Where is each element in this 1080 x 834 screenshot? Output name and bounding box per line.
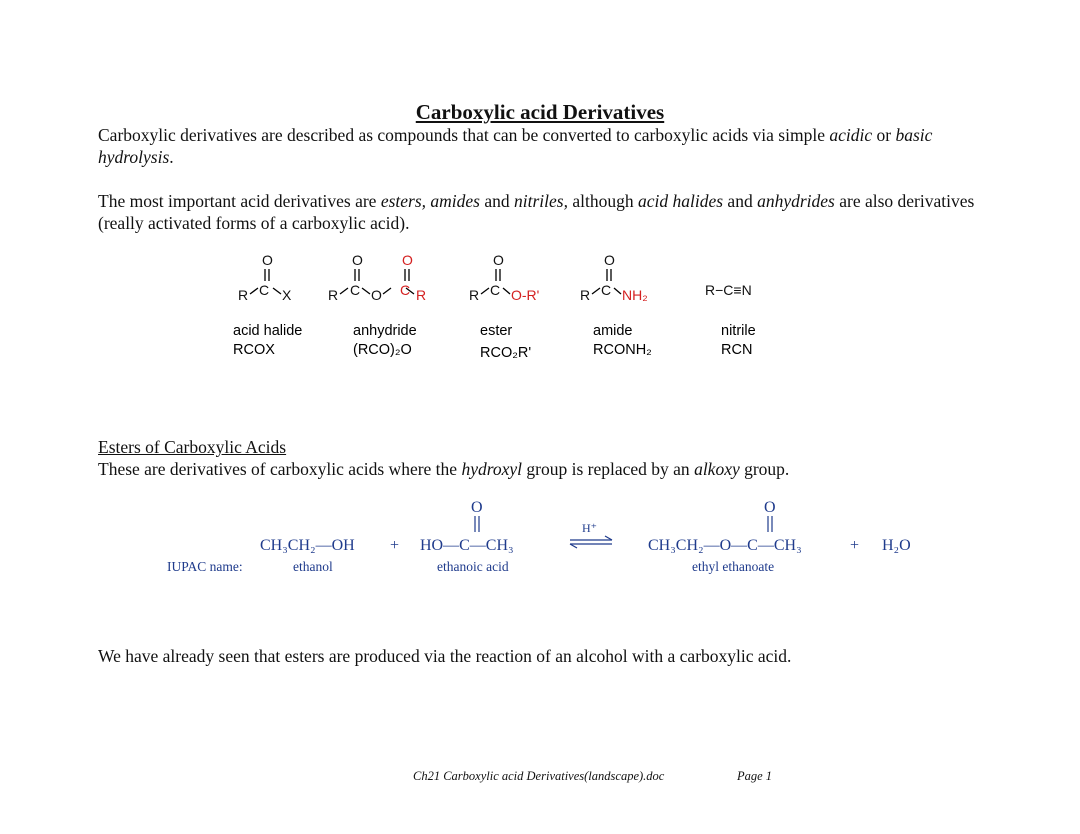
- esters-heading: Esters of Carboxylic Acids: [98, 437, 287, 457]
- r-group-label: R: [416, 287, 427, 303]
- intro-paragraph-1: [98, 124, 988, 168]
- carbonyl-oxygen-label: O: [604, 252, 615, 268]
- carbonyl-oxygen-label: O: [352, 252, 363, 268]
- intro-text: or: [872, 125, 896, 145]
- derivative-name: nitrile: [721, 323, 756, 339]
- carbonyl-oxygen-label: O: [493, 252, 504, 268]
- derivative-nitrile: [721, 322, 756, 360]
- intro-term-nitriles: nitriles,: [514, 191, 568, 211]
- derivative-formula: RCO₂R': [480, 345, 532, 361]
- esters-text: group.: [739, 459, 790, 479]
- intro-term-anhydrides: anhydrides: [757, 191, 835, 211]
- intro-text: The most important acid derivatives are: [98, 191, 381, 211]
- intro-text: Carboxylic derivatives are described as compounds that can be converted to carboxylic acids via simple: [98, 125, 830, 145]
- ethanol-formula: CH₃CH₂—OH: [260, 537, 355, 554]
- intro-term-esters: esters, amides: [380, 191, 480, 211]
- plus-sign: +: [850, 537, 860, 554]
- derivative-ester: [480, 322, 531, 363]
- footer-filename: Ch21 Carboxylic acid Derivatives(landscape).doc: [413, 769, 665, 783]
- esterification-reaction: [0, 495, 1080, 585]
- intro-text: .: [169, 147, 174, 167]
- r-group-label: R: [238, 287, 249, 303]
- carbonyl-oxygen-label: O: [262, 252, 273, 268]
- page-title: Carboxylic acid Derivatives: [415, 100, 665, 124]
- ethanol-name: ethanol: [293, 559, 333, 574]
- derivative-name: amide: [593, 323, 633, 339]
- iupac-label: IUPAC name:: [167, 559, 243, 574]
- ethyl-ethanoate-formula: CH₃CH₂—O—C—CH₃: [648, 537, 802, 554]
- intro-text: although: [567, 191, 638, 211]
- intro-term-halides: acid halides: [637, 191, 724, 211]
- catalyst-label: H⁺: [582, 521, 597, 535]
- intro-text: and: [479, 191, 515, 211]
- carbon-label: C: [350, 282, 361, 298]
- plus-sign: +: [390, 537, 400, 554]
- esters-text: These are derivatives of carboxylic acids where the: [98, 459, 462, 479]
- reaction-bonds: [0, 495, 1080, 555]
- intro-paragraph-2: [98, 190, 988, 234]
- derivative-formula: (RCO)₂O: [353, 342, 412, 358]
- esters-description: [98, 458, 988, 480]
- derivative-formula: RCONH₂: [593, 342, 652, 358]
- esters-text: group is replaced by an: [522, 459, 695, 479]
- intro-term-acidic: acidic: [829, 125, 873, 145]
- intro-term-basic: basic hydrolysis: [98, 125, 933, 167]
- amino-label: NH₂: [622, 287, 648, 303]
- water-formula: H₂O: [882, 537, 911, 554]
- derivative-name: acid halide: [233, 323, 303, 339]
- closing-paragraph: We have already seen that esters are produced via the reaction of an alcohol with a carboxylic acid.: [98, 646, 792, 666]
- ethyl-ethanoate-name: ethyl ethanoate: [692, 559, 775, 574]
- derivative-structures: [0, 250, 1080, 370]
- intro-text: are also derivatives (really activated forms of a carboxylic acid).: [98, 191, 975, 233]
- nitrile-structure: R−C≡N: [705, 282, 752, 298]
- halide-x-label: X: [282, 287, 292, 303]
- acid-carbonyl-oxygen: O: [471, 499, 483, 516]
- carbonyl-oxygen-label: O: [402, 252, 413, 268]
- r-group-label: R: [328, 287, 339, 303]
- derivative-formula: RCN: [721, 342, 753, 358]
- derivative-name: ester: [480, 323, 513, 339]
- carbon-label: C: [259, 282, 270, 298]
- r-group-label: R: [469, 287, 480, 303]
- derivative-amide: [593, 322, 652, 360]
- derivative-formula: RCOX: [233, 342, 275, 358]
- ester-carbonyl-oxygen: O: [764, 499, 776, 516]
- structure-bonds: [0, 250, 1080, 310]
- ethanoic-acid-name: ethanoic acid: [437, 559, 509, 574]
- carbon-label: C: [400, 282, 411, 298]
- intro-text: and: [723, 191, 758, 211]
- derivative-acid-halide: [233, 322, 302, 360]
- r-group-label: R: [580, 287, 591, 303]
- carbon-label: C: [490, 282, 501, 298]
- ethanoic-acid-formula: HO—C—CH₃: [420, 537, 514, 554]
- term-alkoxy: alkoxy: [694, 459, 740, 479]
- derivative-anhydride: [353, 322, 417, 360]
- alkoxy-label: O-R': [511, 287, 540, 303]
- bridging-oxygen-label: O: [371, 287, 382, 303]
- carbon-label: C: [601, 282, 612, 298]
- derivative-name: anhydride: [353, 323, 417, 339]
- footer-page-number: Page 1: [737, 769, 773, 783]
- term-hydroxyl: hydroxyl: [461, 459, 523, 479]
